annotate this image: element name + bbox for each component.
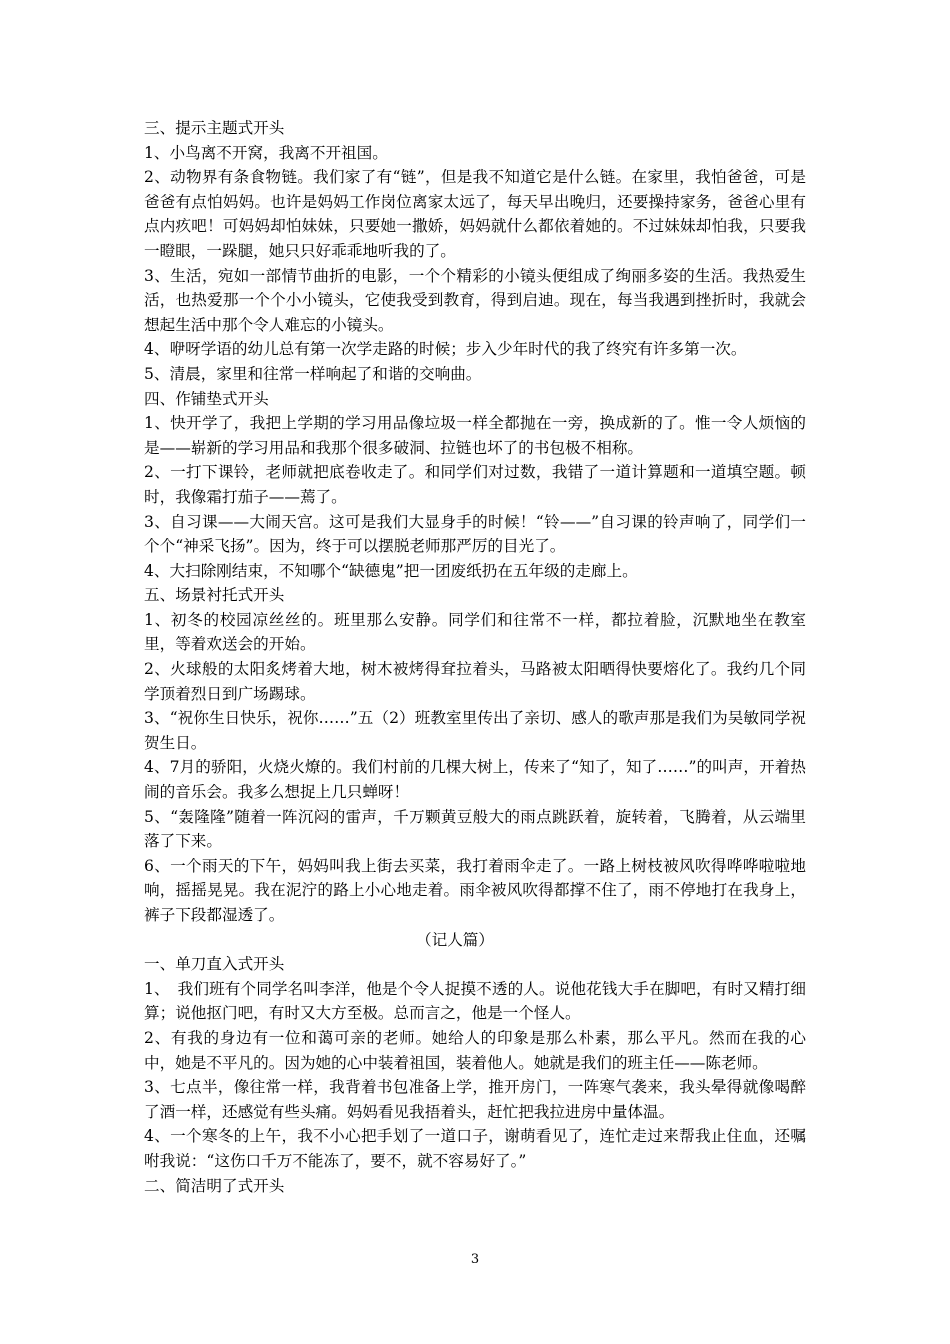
- paragraph: 4、一个寒冬的上午，我不小心把手划了一道口子，谢萌看见了，连忙走过来帮我止住血，还嘱咐我说：“这伤口千万不能冻了，要不，就不容易好了。”: [144, 1127, 806, 1170]
- paragraph: 1、小鸟离不开窝，我离不开祖国。: [144, 143, 388, 162]
- paragraph: 2、有我的身边有一位和蔼可亲的老师。她给人的印象是那么朴素，那么平凡。然而在我的心中，她是不平凡的。因为她的心中装着祖国，装着他人。她就是我们的班主任——陈老师。: [144, 1028, 806, 1072]
- chapter-heading: （记人篇）: [416, 930, 494, 949]
- paragraph: 6、一个雨天的下午，妈妈叫我上街去买菜，我打着雨伞走了。一路上树枝被风吹得哗哗啦啦地响，摇摇晃晃。我在泥泞的路上小心地走着。雨伞被风吹得都撑不住了，雨不停地打在我身上，裤子下段都湿透了。: [144, 856, 806, 924]
- section-heading-2: 二、简洁明了式开头: [144, 1176, 285, 1195]
- paragraph: 3、自习课——大闹天宫。这可是我们大显身手的时候！“铃——”自习课的铃声响了，同学们一个个“神采飞扬”。因为，终于可以摆脱老师那严厉的目光了。: [144, 512, 806, 556]
- document-body: [144, 116, 806, 1198]
- paragraph: 3、七点半，像往常一样，我背着书包准备上学，推开房门，一阵寒气袭来，我头晕得就像喝醉了酒一样，还感觉有些头痛。妈妈看见我捂着头，赶忙把我拉进房中量体温。: [144, 1078, 806, 1121]
- paragraph: 3、“祝你生日快乐，祝你……”五（2）班教室里传出了亲切、感人的歌声那是我们为吴敏同学祝贺生日。: [144, 709, 806, 752]
- paragraph: 2、一打下课铃，老师就把底卷收走了。和同学们对过数，我错了一道计算题和一道填空题。顿时，我像霜打茄子——蔫了。: [144, 463, 806, 506]
- paragraph: 4、大扫除刚结束，不知哪个“缺德鬼”把一团废纸扔在五年级的走廊上。: [144, 561, 638, 580]
- paragraph: 1、 我们班有个同学名叫李洋，他是个令人捉摸不透的人。说他花钱大手在脚吧，有时又精打细算；说他抠门吧，有时又大方至极。总而言之，他是一个怪人。: [144, 979, 806, 1023]
- paragraph: 3、生活，宛如一部情节曲折的电影，一个个精彩的小镜头便组成了绚丽多姿的生活。我热爱生活，也热爱那一个个小小镜头，它使我受到教育，得到启迪。现在，每当我遇到挫折时，我就会想起生活中那个令人难忘的小镜头。: [144, 266, 806, 334]
- page-number: 3: [470, 1252, 480, 1267]
- paragraph: 1、快开学了，我把上学期的学习用品像垃圾一样全都抛在一旁，换成新的了。惟一令人烦恼的是——崭新的学习用品和我那个很多破洞、拉链也坏了的书包极不相称。: [144, 414, 806, 457]
- section-heading-4: 四、作铺垫式开头: [144, 389, 269, 408]
- section-heading-3: 三、提示主题式开头: [144, 119, 285, 137]
- paragraph: 5、清晨，家里和往常一样响起了和谐的交响曲。: [144, 364, 482, 383]
- section-heading-1: 一、单刀直入式开头: [144, 955, 285, 974]
- paragraph: 2、动物界有条食物链。我们家了有“链”，但是我不知道它是什么链。在家里，我怕爸爸，可是爸爸有点怕妈妈。也许是妈妈工作岗位离家太远了，每天早出晚归，还要操持家务，爸爸心里有点内疚吧！可妈妈却怕妹妹，只要她一撒娇，妈妈就什么都依着她的。不过妹妹却怕我，只要我一瞪眼，一跺腿，她只只好乖乖地听我的了。: [144, 168, 806, 260]
- paragraph: 5、“轰隆隆”随着一阵沉闷的雷声，千万颗黄豆般大的雨点跳跃着，旋转着，飞腾着，从云端里落了下来。: [144, 807, 806, 851]
- paragraph: 1、初冬的校园凉丝丝的。班里那么安静。同学们和往常不一样，都拉着脸，沉默地坐在教室里，等着欢送会的开始。: [144, 610, 806, 654]
- paragraph: 4、7月的骄阳，火烧火燎的。我们村前的几棵大树上，传来了“知了，知了……”的叫声，开着热闹的音乐会。我多么想捉上几只蝉呀！: [144, 758, 806, 802]
- paragraph: 2、火球般的太阳炙烤着大地，树木被烤得耷拉着头，马路被太阳晒得快要熔化了。我约几个同学顶着烈日到广场踢球。: [144, 660, 806, 703]
- paragraph: 4、咿呀学语的幼儿总有第一次学走路的时候；步入少年时代的我了终究有许多第一次。: [144, 340, 747, 359]
- section-heading-5: 五、场景衬托式开头: [144, 586, 285, 605]
